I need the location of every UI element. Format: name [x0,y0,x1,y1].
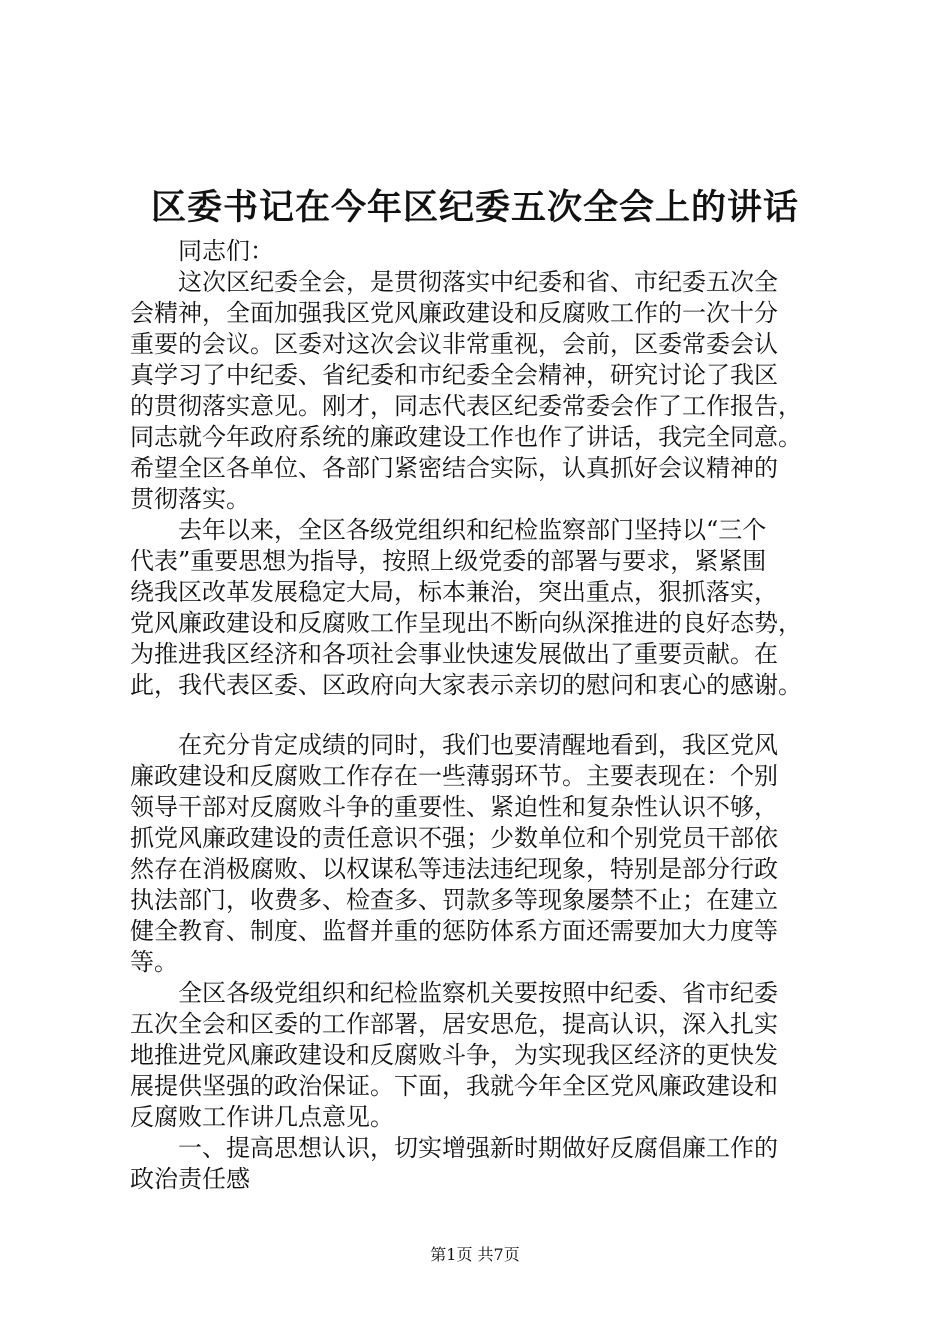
body-line: 代表”重要思想为指导，按照上级党委的部署与要求，紧紧围 [130,547,767,575]
body-line: 绕我区改革发展稳定大局，标本兼治，突出重点，狠抓落实， [130,578,778,606]
body-line: 然存在消极腐败、以权谋私等违法违纪现象，特别是部分行政 [130,855,778,883]
body-line: 抓党风廉政建设的责任意识不强；少数单位和个别党员干部依 [130,824,778,852]
body-line: 等。 [130,948,178,976]
body-line: 一、提高思想认识，切实增强新时期做好反腐倡廉工作的 [130,1134,778,1162]
body-line: 此，我代表区委、区政府向大家表示亲切的慰问和衷心的感谢。 [130,671,802,699]
body-line: 会精神，全面加强我区党风廉政建设和反腐败工作的一次十分 [130,299,778,327]
body-line: 同志们： [130,237,274,265]
body-line: 同志就今年政府系统的廉政建设工作也作了讲话，我完全同意。 [130,423,802,451]
body-line: 健全教育、制度、监督并重的惩防体系方面还需要加大力度等 [130,917,778,945]
body-line: 五次全会和区委的工作部署，居安思危，提高认识，深入扎实 [130,1010,778,1038]
body-line: 贯彻落实。 [130,485,250,513]
body-line: 全区各级党组织和纪检监察机关要按照中纪委、省市纪委 [130,979,778,1007]
document-title: 区委书记在今年区纪委五次全会上的讲话 [150,187,799,228]
body-line: 党风廉政建设和反腐败工作呈现出不断向纵深推进的良好态势， [130,609,802,637]
body-line: 展提供坚强的政治保证。下面，我就今年全区党风廉政建设和 [130,1072,778,1100]
body-line: 希望全区各单位、各部门紧密结合实际，认真抓好会议精神的 [130,454,778,482]
document-body [130,236,830,1195]
page-number-footer: 第1页 共7页 [430,1245,520,1264]
body-line: 政治责任感 [130,1165,250,1193]
body-line: 的贯彻落实意见。刚才，同志代表区纪委常委会作了工作报告， [130,392,802,420]
body-line: 领导干部对反腐败斗争的重要性、紧迫性和复杂性认识不够， [130,793,778,821]
body-line: 去年以来，全区各级党组织和纪检监察部门坚持以“三个 [130,516,767,544]
body-line: 廉政建设和反腐败工作存在一些薄弱环节。主要表现在：个别 [130,762,778,790]
body-line: 真学习了中纪委、省纪委和市纪委全会精神，研究讨论了我区 [130,361,778,389]
body-line: 这次区纪委全会，是贯彻落实中纪委和省、市纪委五次全 [130,268,778,296]
body-line: 执法部门，收费多、检查多、罚款多等现象屡禁不止；在建立 [130,886,778,914]
body-line: 在充分肯定成绩的同时，我们也要清醒地看到，我区党风 [130,731,778,759]
paragraph-gap [130,701,830,730]
body-line: 重要的会议。区委对这次会议非常重视，会前，区委常委会认 [130,330,778,358]
body-line: 为推进我区经济和各项社会事业快速发展做出了重要贡献。在 [130,640,778,668]
body-line: 地推进党风廉政建设和反腐败斗争，为实现我区经济的更快发 [130,1041,778,1069]
body-line: 反腐败工作讲几点意见。 [130,1103,394,1131]
